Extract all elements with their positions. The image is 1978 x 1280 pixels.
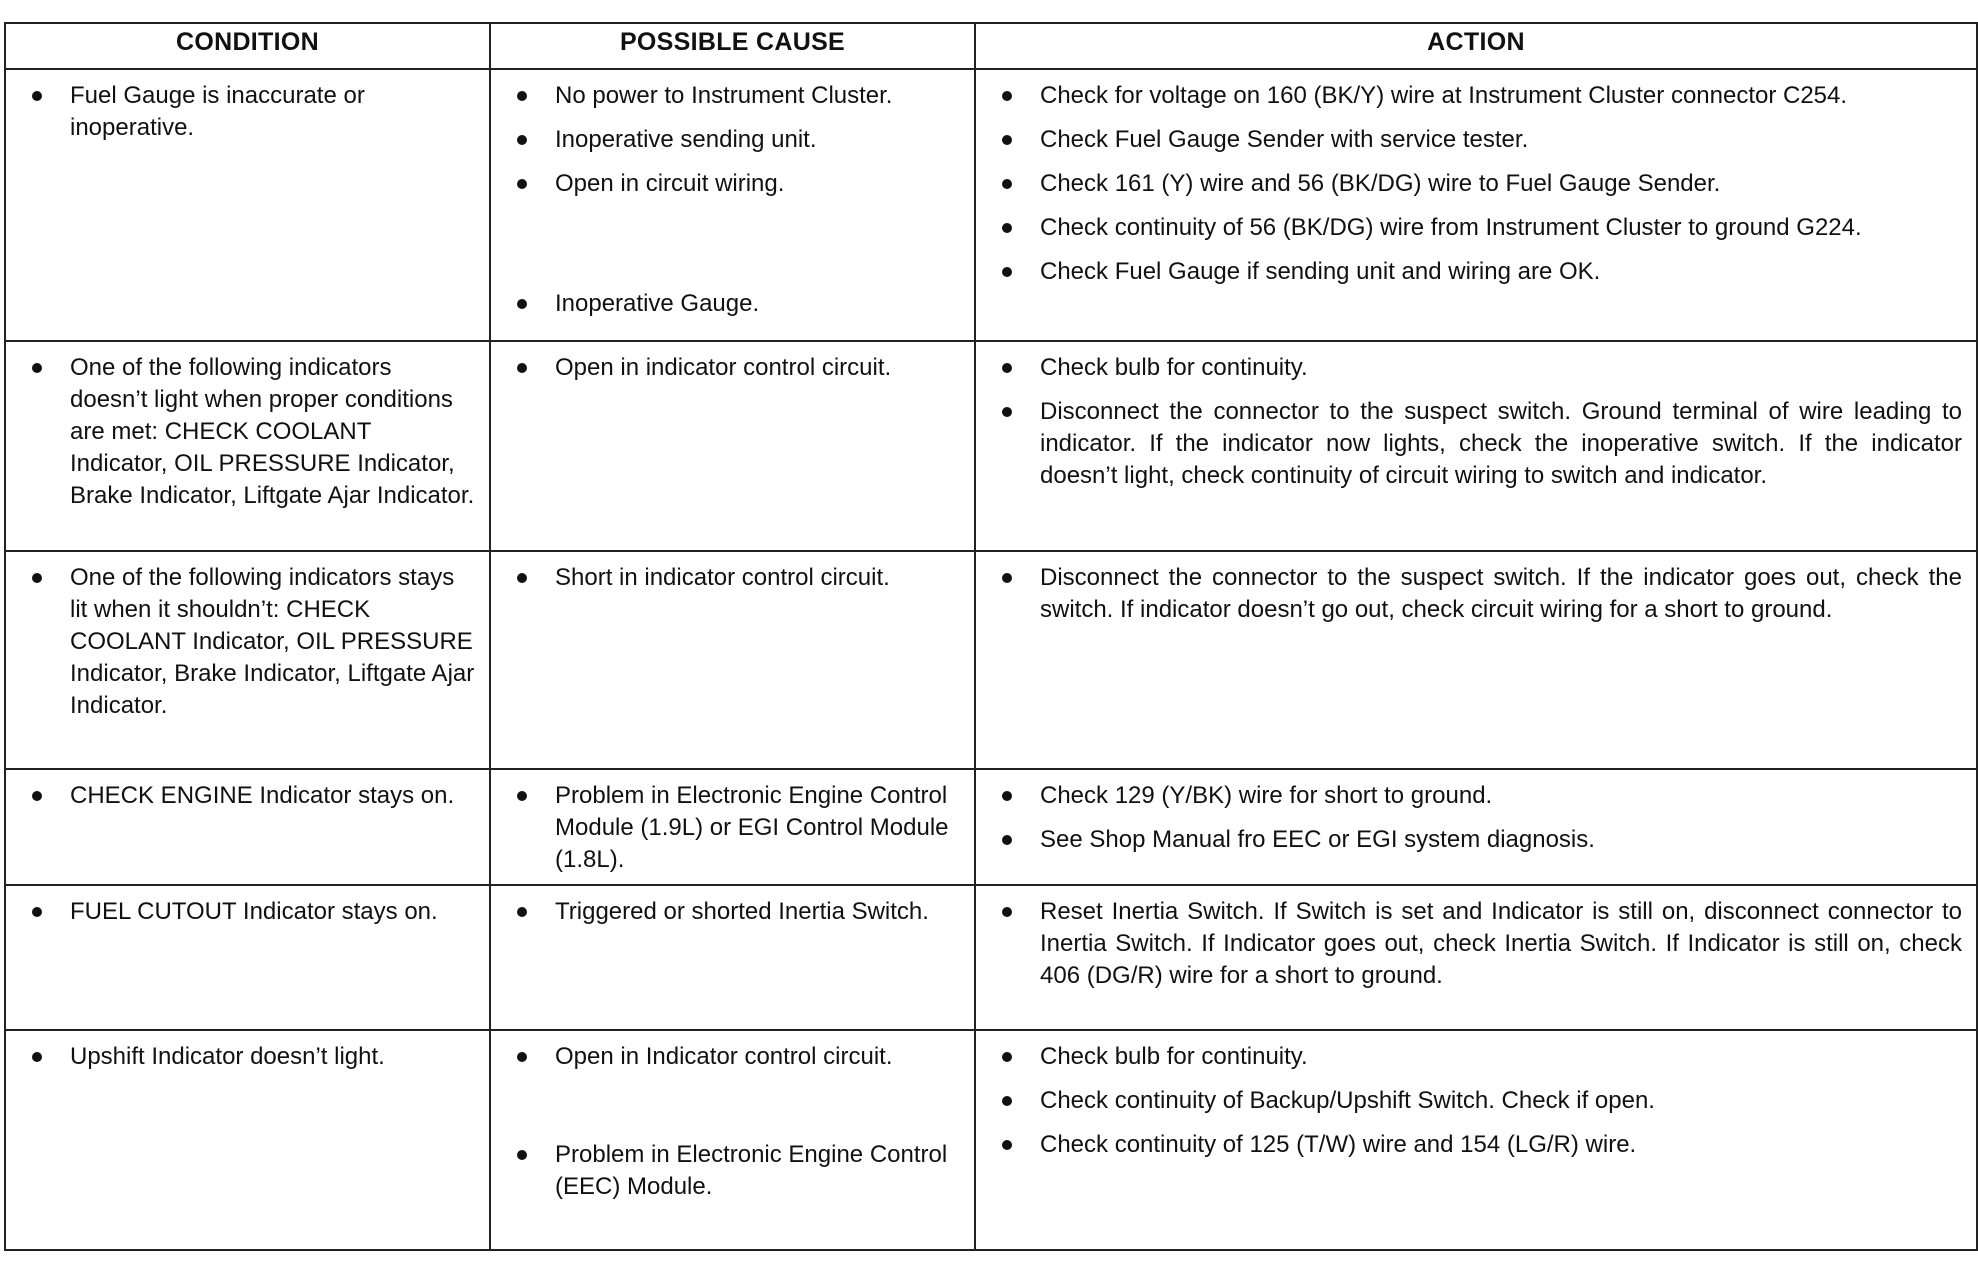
list-item [515,1041,960,1073]
bullet-icon [517,1052,527,1062]
action-text: See Shop Manual fro EEC or EGI system diagnosis. [1040,826,1595,853]
list-item [515,1139,960,1203]
bullet-icon [1002,407,1012,417]
condition-text: Fuel Gauge is inaccurate or inoperative. [70,82,365,141]
list-item [30,896,475,928]
list-item [30,352,475,512]
cause-cell [490,551,975,769]
list-item [1000,168,1962,200]
action-cell [975,69,1977,341]
cause-text: Open in indicator control circuit. [555,354,892,381]
list-item [1000,396,1962,492]
list-item [515,80,960,112]
bullet-icon [32,91,42,101]
action-text: Disconnect the connector to the suspect switch. If the indicator goes out, check the switch. If indicator doesn’t go out, check circuit wiring for a short to ground. [1040,564,1962,623]
cause-cell [490,1030,975,1250]
condition-text: Upshift Indicator doesn’t light. [70,1043,385,1070]
bullet-icon [517,299,527,309]
action-text: Check Fuel Gauge if sending unit and wiring are OK. [1040,258,1601,285]
list-item [1000,352,1962,384]
bullet-icon [517,907,527,917]
cause-cell [490,769,975,885]
action-text: Check 161 (Y) wire and 56 (BK/DG) wire to Fuel Gauge Sender. [1040,170,1721,197]
bullet-icon [1002,1052,1012,1062]
table-row [5,551,1977,769]
condition-cell [5,769,490,885]
cause-text: Open in circuit wiring. [555,170,785,197]
condition-cell [5,1030,490,1250]
action-text: Check bulb for continuity. [1040,354,1308,381]
action-text: Check bulb for continuity. [1040,1043,1308,1070]
action-cell [975,551,1977,769]
cause-text: Short in indicator control circuit. [555,564,890,591]
list-item [1000,1129,1962,1161]
condition-text: One of the following indicators doesn’t light when proper conditions are met: CHECK COOLANT Indicator, OIL PRESSURE Indicator, Brake Indicator, Liftgate Ajar Indicator. [70,354,475,509]
list-item [1000,1041,1962,1073]
diagnosis-table [4,22,1978,1251]
header-condition: CONDITION [5,23,490,69]
table-row [5,769,1977,885]
list-item [515,562,960,594]
table-row [5,69,1977,341]
header-action: ACTION [975,23,1977,69]
bullet-icon [32,791,42,801]
bullet-icon [517,363,527,373]
bullet-icon [1002,907,1012,917]
bullet-icon [517,1150,527,1160]
cause-text: Problem in Electronic Engine Control (EEC) Module. [555,1141,948,1200]
list-item [515,124,960,156]
bullet-icon [517,135,527,145]
list-item [1000,256,1962,288]
list-item [30,80,475,144]
bullet-icon [1002,835,1012,845]
list-item [30,780,475,812]
action-text: Check Fuel Gauge Sender with service tester. [1040,126,1529,153]
action-cell [975,769,1977,885]
bullet-icon [1002,223,1012,233]
condition-cell [5,551,490,769]
action-text: Check 129 (Y/BK) wire for short to ground. [1040,782,1493,809]
action-cell [975,341,1977,551]
list-item [1000,1085,1962,1117]
list-item [515,168,960,200]
list-item [1000,780,1962,812]
list-item [515,288,960,320]
bullet-icon [1002,1096,1012,1106]
cause-text: Inoperative sending unit. [555,126,817,153]
list-item [30,1041,475,1073]
cause-text: No power to Instrument Cluster. [555,82,893,109]
table-row [5,1030,1977,1250]
bullet-icon [1002,363,1012,373]
condition-cell [5,341,490,551]
action-text: Check for voltage on 160 (BK/Y) wire at Instrument Cluster connector C254. [1040,82,1848,109]
cause-text: Triggered or shorted Inertia Switch. [555,898,929,925]
list-item [30,562,475,722]
bullet-icon [1002,91,1012,101]
action-text: Check continuity of Backup/Upshift Switch. Check if open. [1040,1087,1655,1114]
bullet-icon [32,1052,42,1062]
cause-cell [490,341,975,551]
list-item [515,780,960,876]
list-item [1000,212,1962,244]
action-text: Check continuity of 56 (BK/DG) wire from Instrument Cluster to ground G224. [1040,214,1862,241]
list-item [1000,824,1962,856]
action-cell [975,885,1977,1030]
bullet-icon [32,907,42,917]
table-row [5,341,1977,551]
bullet-icon [1002,791,1012,801]
action-text: Reset Inertia Switch. If Switch is set and Indicator is still on, disconnect connector to Inertia Switch. If Indicator goes out, check Inertia Switch. If Indicator is still on, check 406 (DG/R) wire for a short to ground. [1040,898,1962,989]
header-row [5,23,1977,69]
table-row [5,885,1977,1030]
list-item [1000,124,1962,156]
condition-cell [5,885,490,1030]
bullet-icon [1002,179,1012,189]
cause-cell [490,69,975,341]
bullet-icon [517,573,527,583]
bullet-icon [1002,573,1012,583]
list-item [1000,562,1962,626]
cause-cell [490,885,975,1030]
cause-text: Inoperative Gauge. [555,290,760,317]
condition-text: CHECK ENGINE Indicator stays on. [70,782,455,809]
bullet-icon [1002,135,1012,145]
bullet-icon [517,179,527,189]
cause-text: Problem in Electronic Engine Control Module (1.9L) or EGI Control Module (1.8L). [555,782,949,873]
bullet-icon [1002,1140,1012,1150]
list-item [1000,896,1962,992]
bullet-icon [32,573,42,583]
bullet-icon [517,791,527,801]
condition-text: FUEL CUTOUT Indicator stays on. [70,898,438,925]
condition-text: One of the following indicators stays lit when it shouldn’t: CHECK COOLANT Indicator, OIL PRESSURE Indicator, Brake Indicator, Liftgate Ajar Indicator. [70,564,475,719]
action-text: Check continuity of 125 (T/W) wire and 154 (LG/R) wire. [1040,1131,1637,1158]
cause-text: Open in Indicator control circuit. [555,1043,893,1070]
condition-cell [5,69,490,341]
action-text: Disconnect the connector to the suspect switch. Ground terminal of wire leading to indicator. If the indicator now lights, check the inoperative switch. If the indicator doesn’t light, check continuity of circuit wiring to switch and indicator. [1040,398,1962,489]
list-item [1000,80,1962,112]
list-item [515,352,960,384]
list-item [515,896,960,928]
bullet-icon [517,91,527,101]
action-cell [975,1030,1977,1250]
bullet-icon [1002,267,1012,277]
header-possible-cause: POSSIBLE CAUSE [490,23,975,69]
bullet-icon [32,363,42,373]
